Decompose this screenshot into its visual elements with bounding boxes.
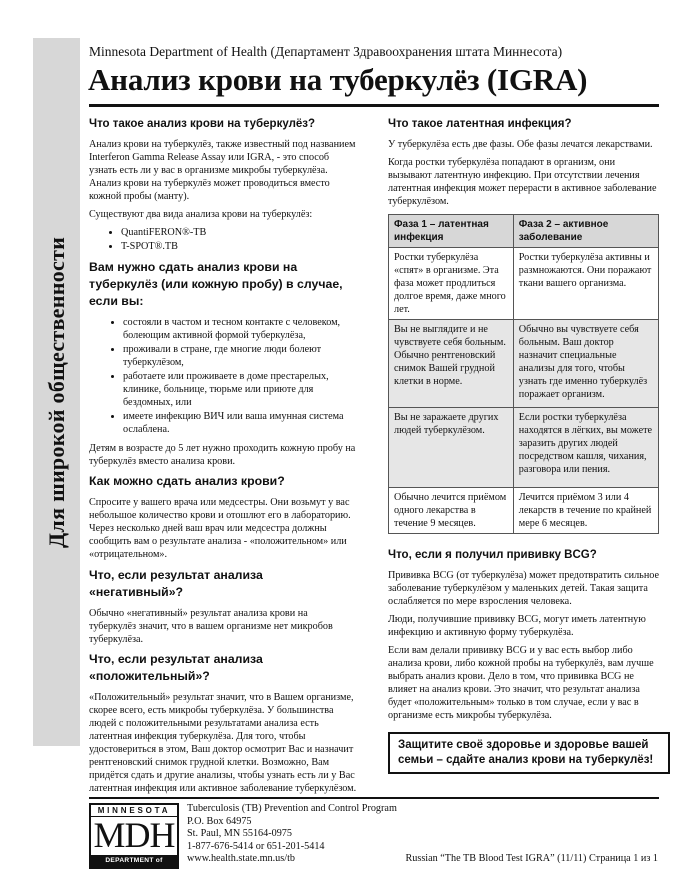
section-heading: Что такое анализ крови на туберкулёз?	[89, 118, 316, 130]
list-item: • состояли в частом и тесном контакте с человеком, болеющим активной формой туберкулёза,	[123, 316, 357, 342]
table-header-row	[389, 215, 659, 248]
audience-label: Для широкой общественности	[44, 236, 69, 548]
title-rule	[89, 104, 659, 107]
table-row	[389, 248, 659, 320]
right-column	[388, 117, 659, 727]
section-heading: Что, если я получил прививку BCG?	[388, 549, 597, 561]
left-column	[89, 117, 357, 800]
logo-state: MINNESOTA	[91, 805, 177, 817]
department-name: Minnesota Department of Health (Департамент Здравоохранения штата Миннесота)	[89, 44, 563, 59]
section-heading: Что такое латентная инфекция?	[388, 118, 572, 130]
table-cell: Если ростки туберкулёза находятся в лёгких, вы можете заразить других людей посредством кашля, чихания, разговора или пения.	[513, 408, 658, 488]
paragraph: Обычно «негативный» результат анализа крови на туберкулёз значит, что в вашем организме нет микробов туберкулёза.	[89, 608, 333, 645]
table-row	[389, 408, 659, 488]
table-header-cell: Фаза 1 – латентная инфекция	[389, 215, 514, 248]
table-cell: Лечится приёмом 3 или 4 лекарств в течение по крайней мере 6 месяцев.	[513, 488, 658, 534]
document-title: Анализ крови на туберкулёз (IGRA)	[88, 62, 588, 97]
table-cell: Вы не заражаете других людей туберкулёзом.	[389, 408, 514, 488]
paragraph: Если вам делали прививку BCG и у вас есть выбор либо анализа крови, либо кожной пробы на туберкулёз, вам лучше выбрать анализ крови. Дело в том, что прививка BCG не влияет на анализ крови. Это значит, что результат анализа будет «положительным» только в том случае, если у вас в организме есть микробы туберкулёза.	[388, 645, 654, 721]
paragraph: Люди, получившие прививку BCG, могут иметь латентную инфекцию и активную форму туберкулёза.	[388, 614, 646, 638]
list-item: • QuantiFERON®-TB	[121, 226, 357, 239]
po-box: P.O. Box 64975	[187, 815, 252, 827]
list-item: • работаете или проживаете в доме престарелых, клинике, больнице, тюрьме или приюте для бездомных, или	[123, 370, 357, 409]
logo-department: DEPARTMENT of HEALTH	[91, 855, 177, 867]
paragraph: «Положительный» результат значит, что в Вашем организме, скорее всего, есть микробы туберкулёза. У большинства людей с положительными результатами анализа есть латентная инфекция туберкулёза. Для того, чтобы удостовериться в этом, Ваш доктор осмотрит Вас и назначит рентгеновский снимок грудной клетки. Возможно, Вам придётся сдать и другие анализы, чтобы узнать есть ли у Вас латентная инфекция или активное заболевание туберкулёзом.	[89, 692, 357, 794]
paragraph: Детям в возрасте до 5 лет нужно проходить кожную пробу на туберкулёз вместо анализа крови.	[89, 443, 356, 467]
section-heading: Что, если результат анализа «положительный»?	[89, 652, 263, 683]
section-heading: Вам нужно сдать анализ крови на туберкулёз (или кожную пробу) в случае, если вы:	[89, 260, 343, 308]
paragraph: Анализ крови на туберкулёз, также известный под названием Interferon Gamma Release Assay или IGRA, - это способ узнать есть ли у вас в организме микробы туберкулёза. Анализ крови на туберкулёз может проводиться вместо кожной пробы (манту).	[89, 139, 356, 202]
table-row	[389, 320, 659, 408]
callout-box: Защитите своё здоровье и здоровье вашей семьи – сдайте анализ крови на туберкулёз!	[388, 732, 670, 774]
table-header-cell: Фаза 2 – активное заболевание	[513, 215, 658, 248]
section-heading: Как можно сдать анализ крови?	[89, 474, 285, 488]
table-cell: Ростки туберкулёза «спят» в организме. Эта фаза может продлиться долгое время, даже много лет.	[389, 248, 514, 320]
list-item: • имеете инфекцию ВИЧ или ваша имунная система ослаблена.	[123, 410, 357, 436]
paragraph: Прививка BCG (от туберкулёза) может предотвратить сильное заболевание туберкулёзом у маленьких детей. Такая защита ослабляется по мере взросления человека.	[388, 570, 660, 607]
program-name: Tuberculosis (TB) Prevention and Control Program	[187, 803, 397, 814]
phase-table	[388, 214, 659, 534]
city-zip: St. Paul, MN 55164-0975	[187, 828, 292, 839]
paragraph: Когда ростки туберкулёза попадают в организм, они вызывают латентную инфекцию. При отсутствии лечения латентная инфекция может перерасти в активное заболевание туберкулёзом.	[388, 157, 657, 207]
contact-address	[187, 803, 397, 866]
section-heading: Что, если результат анализа «негативный»?	[89, 568, 263, 599]
document-reference: Russian “The TB Blood Test IGRA” (11/11) Страница 1 из 1	[405, 853, 658, 864]
website-link[interactable]: www.health.state.mn.us/tb	[187, 853, 295, 864]
table-cell: Вы не выглядите и не чувствуете себя больным. Обычно рентгеновский снимок Вашей грудной клетки в норме.	[389, 320, 514, 408]
paragraph: У туберкулёза есть две фазы. Обе фазы лечатся лекарствами.	[388, 139, 653, 150]
table-cell: Обычно лечится приёмом одного лекарства в течение 9 месяцев.	[389, 488, 514, 534]
list-item: • проживали в стране, где многие люди болеют туберкулёзом,	[123, 343, 357, 369]
mdh-logo	[89, 803, 179, 876]
logo-initials: MDH	[93, 815, 175, 855]
phone-numbers: 1-877-676-5414 or 651-201-5414	[187, 840, 325, 852]
paragraph: Спросите у вашего врача или медсестры. Они возьмут у вас небольшое количество крови и отошлют его в лабораторию. Через несколько дней ваш врач или медсестра должны сообщить вам о результате анализа - «положительном» или «отрицательном».	[89, 497, 351, 560]
table-row	[389, 488, 659, 534]
table-cell: Обычно вы чувствуете себя больным. Ваш доктор назначит специальные анализы для того, чтобы узнать где именно туберкулёз поражает организм.	[513, 320, 658, 408]
paragraph: Существуют два вида анализа крови на туберкулёз:	[89, 209, 313, 220]
risk-list	[89, 316, 357, 436]
footer-rule	[89, 797, 659, 799]
table-cell: Ростки туберкулёза активны и размножаются. Они поражают ткани вашего организма.	[513, 248, 658, 320]
test-types-list	[89, 226, 357, 253]
list-item: • T-SPOT®.TB	[121, 240, 357, 253]
